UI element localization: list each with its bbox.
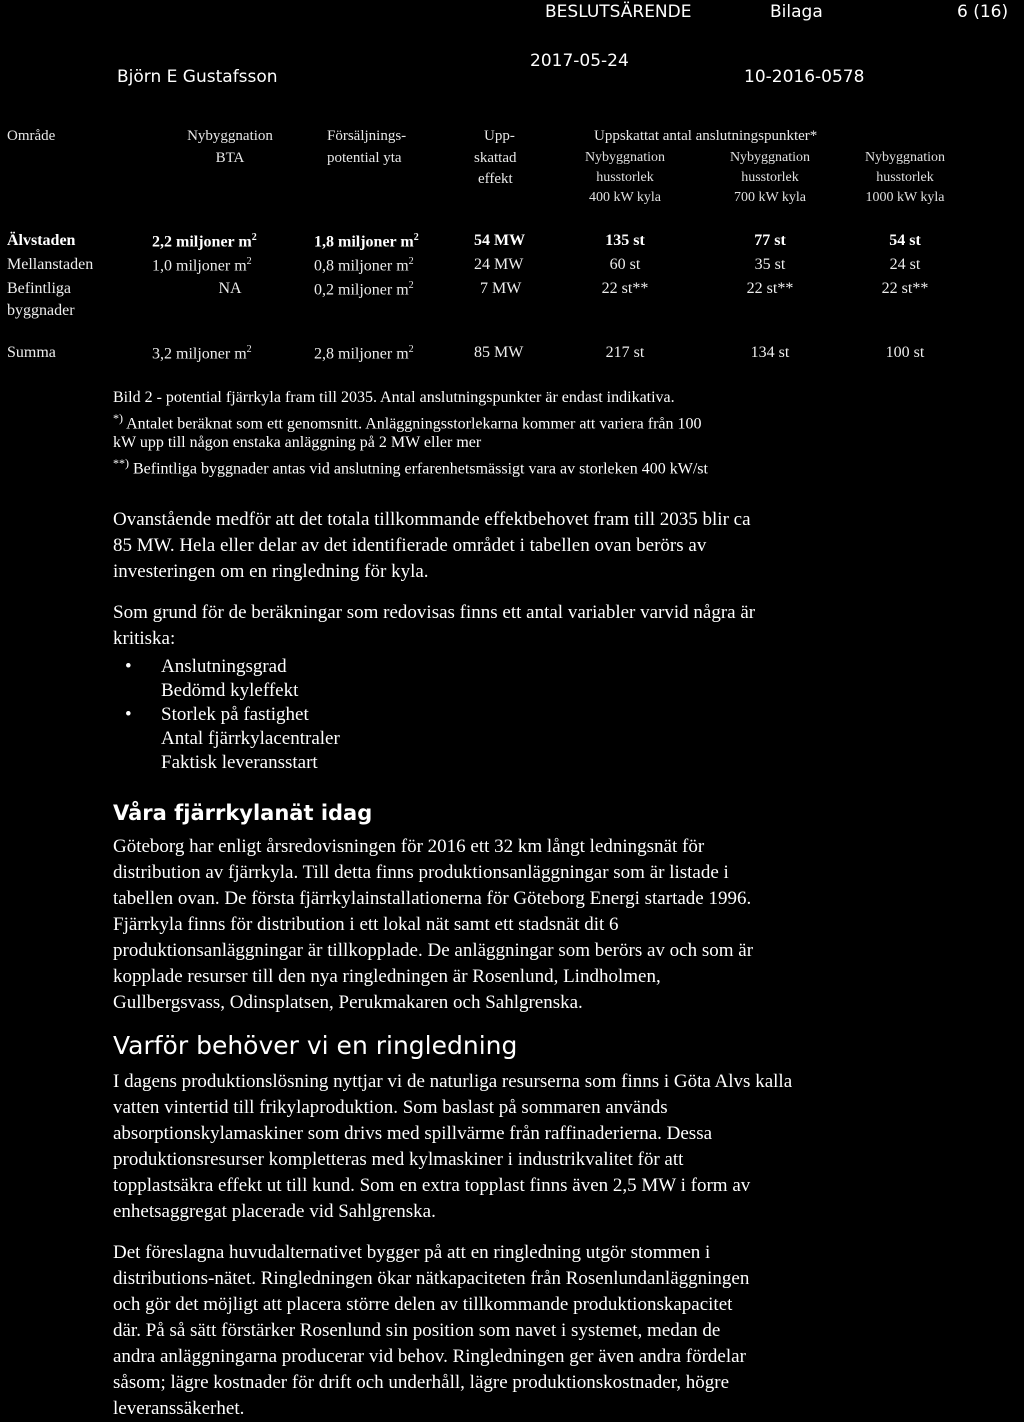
sub-col-700-line3: 700 kW kyla [733,190,807,205]
row-sales: 0,8 miljoner $m^2$ [314,256,414,275]
figure-caption: Bild 2 - potential fjärrkyla fram till 2035. Antal anslutningspunkter är endast indikativa. [113,389,675,406]
case-number: 10-2016-0578 [744,67,865,87]
sum-power: 85 MW [474,344,524,361]
footnote-1: *) Antalet beräknat som ett genomsnitt. Anläggningsstorlekarna kommer att variera från 100 [113,411,702,433]
row-p700: 22 st** [746,280,794,297]
col-group-header: Uppskattat antal anslutningspunkter* [594,128,818,144]
row-p1000: 24 st [889,256,921,273]
col-header-power-line2: skattad [474,150,517,166]
sum-label: Summa [7,344,56,361]
row-power: 7 MW [480,280,522,297]
list-item: Faktisk leveransstart [161,752,318,773]
section-ring-para2: Det föreslagna huvudalternativet bygger på att en ringledning utgör stommen i distributions-nätet. Ringledningen ökar nätkapaciteten från Rosenlundanläggningen och gör det möjligt att placera större delen av tillkommande produktionskapacitet där. På så sätt förstärker Rosenlund sin position som navet i systemet, medan de andra anläggningarna producerar vid behov. Ringledningen ger även andra fördelar såsom; lägre kostnader för drift och underhåll, lägre produktionskostnader, högre leveranssäkerhet. [113,1242,750,1419]
sum-p1000: 100 st [885,344,925,361]
sub-col-400-line3: 400 kW kyla [588,190,662,205]
sub-col-400-line2: husstorlek [596,170,654,185]
row-p400: 135 st [605,232,645,249]
list-item: • Anslutningsgrad [125,656,287,677]
row-area: Älvstaden [7,232,76,249]
page-number: 6 (16) [957,2,1009,22]
row-p700: 35 st [754,256,786,273]
row-power: 24 MW [474,256,524,273]
sub-col-400-line1: Nybyggnation [584,150,666,165]
col-header-bta-line1: Nybyggnation [187,128,273,144]
col-header-power-line3: effekt [478,171,513,187]
row-p700: 77 st [754,232,786,249]
sum-p700: 134 st [750,344,790,361]
row-p400: 22 st** [601,280,649,297]
row-bta: 2,2 miljoner $m^2$ [152,232,257,251]
section-networks-body: Göteborg har enligt årsredovisningen för 2016 ett 32 km långt ledningsnät för distribution av fjärrkyla. Till detta finns produktionsanläggningar som är listade i tabellen ovan. De första fjärrkylainstallationerna för Göteborg Energi startade 1996. Fjärrkyla finns för distribution i ett lokal nät samt ett stadsnät dit 6 produktionsanläggningar är tillkopplade. De anläggningar som berörs av och som är kopplade resurser till den nya ringledningen är Rosenlund, Lindholmen, Gullbergsvass, Odinsplatsen, Perukmakaren och Sahlgrenska. [113,836,754,1013]
case-type-label: BESLUTSÄRENDE [545,2,692,22]
sub-col-1000-line3: 1000 kW kyla [865,190,945,205]
col-header-sales-line1: Försäljnings- [327,128,407,144]
sum-bta: 3,2 miljoner $m^2$ [152,344,252,363]
col-header-power-line1: Upp- [484,128,515,144]
row-area: Befintliga [7,280,71,297]
col-header-bta-line2: BTA [215,150,245,166]
bullet-icon: • [125,704,132,725]
sub-col-700-line2: husstorlek [741,170,799,185]
section-ring-para1: I dagens produktionslösning nyttjar vi de naturliga resurserna som finns i Göta Alvs kalla vatten vintertid till frikylaproduktion. Som baslast på sommaren används absorptionskylamaskiner som drivs med spillvärme från raffinaderierna. Dessa produktionsresurser kompletteras med kylmaskiner i industrikvalitet för att topplastsäkra effekt ut till kund. Som en extra topplast finns även 2,5 MW i form av enhetsaggregat placerade vid Sahlgrenska. [113,1071,793,1222]
sub-col-700-line1: Nybyggnation [729,150,811,165]
sum-p400: 217 st [605,344,645,361]
list-item: Bedömd kyleffekt [161,680,299,701]
row-sales: 1,8 miljoner $m^2$ [314,232,419,251]
list-item: • Storlek på fastighet [125,704,309,725]
footnote-2: **) Befintliga byggnader antas vid anslutning erfarenhetsmässigt vara av storleken 400 kW/st [113,456,708,478]
row-power: 54 MW [474,232,526,249]
variables-list [113,655,340,775]
author-name: Björn E Gustafsson [117,67,278,87]
row-sales: 0,2 miljoner $m^2$ [314,280,414,299]
row-p1000: 54 st [889,232,921,249]
document-date: 2017-05-24 [530,51,629,71]
row-area: Mellanstaden [7,256,94,273]
section-heading-networks: Våra fjärrkylanät idag [113,801,373,825]
row-bta: 1,0 miljoner $m^2$ [152,256,252,275]
paragraph-variables: Som grund för de beräkningar som redovisas finns ett antal variabler varvid några är kritiska: [113,602,756,649]
paragraph-effect-need: Ovanstående medför att det totala tillkommande effektbehovet fram till 2035 blir ca 85 MW. Hela eller delar av det identifierade området i tabellen ovan berörs av investeringen om en ringledning för kyla. [113,509,751,582]
sub-col-1000-line1: Nybyggnation [864,150,946,165]
sub-col-1000-line2: husstorlek [876,170,934,185]
section-heading-ring: Varför behöver vi en ringledning [113,1031,518,1060]
row-p1000: 22 st** [881,280,929,297]
row-p400: 60 st [609,256,641,273]
row-area-line2: byggnader [7,302,75,319]
attachment-label: Bilaga [770,2,823,22]
list-item: Antal fjärrkylacentraler [161,728,340,749]
col-header-sales-line2: potential yta [327,150,402,166]
footnote-1-cont: kW upp till någon enstaka anläggning på 2 MW eller mer [113,434,482,451]
col-header-area: Område [7,128,56,144]
row-bta: NA [218,280,242,297]
sum-sales: 2,8 miljoner $m^2$ [314,344,414,363]
bullet-icon: • [125,656,132,677]
